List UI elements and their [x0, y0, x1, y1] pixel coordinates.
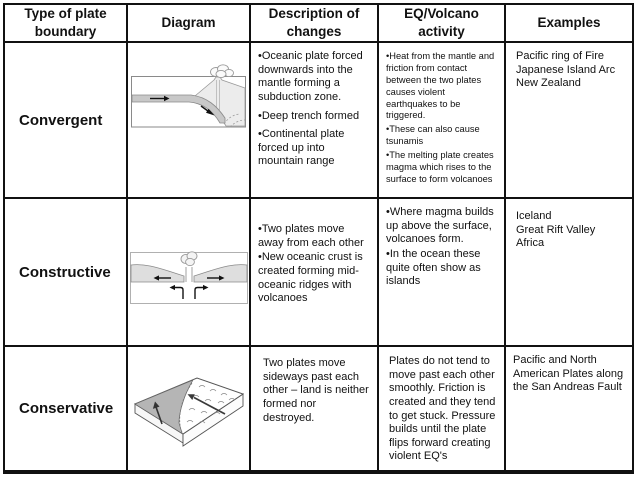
bullet-item: •Where magma builds up above the surface, volcanoes form.	[386, 206, 494, 246]
example-item: Great Rift Valley Africa	[516, 223, 596, 250]
example-item: Iceland	[516, 210, 552, 222]
description-text: Two plates move sideways past each other – land is neither formed nor destroyed.	[263, 357, 369, 424]
bullet-item: •These can also cause tsunamis	[386, 124, 480, 147]
row-label-conservative	[5, 347, 128, 470]
row-label-convergent	[5, 43, 128, 199]
cell-conservative-diagram	[128, 347, 251, 470]
row-label-constructive	[5, 199, 128, 347]
example-item: Pacific and North American Plates along the San Andreas Fault	[513, 354, 624, 394]
cell-constructive-description	[251, 199, 379, 347]
bullet-item: •The melting plate creates magma which rises to the surface to form volcanoes	[386, 150, 494, 184]
cell-conservative-eq-volcano	[379, 347, 506, 470]
plate-boundaries-table	[3, 3, 634, 474]
eruption-cloud	[211, 65, 234, 78]
cell-convergent-diagram	[128, 43, 251, 199]
bullet-item: •Heat from the mantle and friction from contact between the two plates causes violent earthquakes to be triggered.	[386, 51, 495, 121]
constructive-label: Constructive	[19, 263, 111, 281]
column-header-description-label: Description of changes	[268, 6, 360, 39]
column-header-eq-volcano-label: EQ/Volcano activity	[404, 6, 479, 39]
column-header-examples	[506, 5, 632, 43]
column-header-diagram-label: Diagram	[161, 15, 216, 31]
bullet-item: •In the ocean these quite often show as islands	[386, 247, 481, 288]
column-header-diagram	[128, 5, 251, 43]
column-header-eq-volcano	[379, 5, 506, 43]
cell-constructive-examples	[506, 199, 632, 347]
bullet-item: •Oceanic plate forced downwards into the mantle forming a subduction zone.	[258, 50, 363, 103]
cell-constructive-eq-volcano	[379, 199, 506, 347]
cell-convergent-eq-volcano	[379, 43, 506, 199]
column-header-examples-label: Examples	[537, 15, 601, 31]
bullet-item: •Continental plate forced up into mountain range	[258, 128, 345, 168]
mid-ocean-ridge-cross-section-diagram	[130, 238, 248, 304]
bullet-item: •New oceanic crust is created forming mid-oceanic ridges with volcanoes	[258, 251, 363, 305]
conservative-label: Conservative	[19, 400, 114, 417]
column-header-type-label: Type of plate boundary	[24, 6, 107, 39]
convergent-label: Convergent	[19, 111, 103, 129]
eq-volcano-text: Plates do not tend to move past each other smoothly. Friction is created and they tend to get stuck. Pressure builds until the plate flips forward creating violent EQ's	[389, 355, 496, 463]
bullet-item: •Two plates move away from each other	[258, 223, 364, 249]
transform-fault-block-diagram	[131, 370, 246, 454]
cell-convergent-description	[251, 43, 379, 199]
column-header-description	[251, 5, 379, 43]
cell-conservative-examples	[506, 347, 632, 470]
column-header-type	[5, 5, 128, 43]
subduction-zone-cross-section-diagram	[131, 64, 246, 128]
cell-constructive-diagram	[128, 199, 251, 347]
example-item: Pacific ring of Fire	[516, 50, 605, 62]
example-item: New Zealand	[516, 77, 581, 90]
cell-conservative-description	[251, 347, 379, 470]
cell-convergent-examples	[506, 43, 632, 199]
example-item: Japanese Island Arc	[516, 63, 616, 76]
bullet-item: •Deep trench formed	[258, 109, 360, 122]
